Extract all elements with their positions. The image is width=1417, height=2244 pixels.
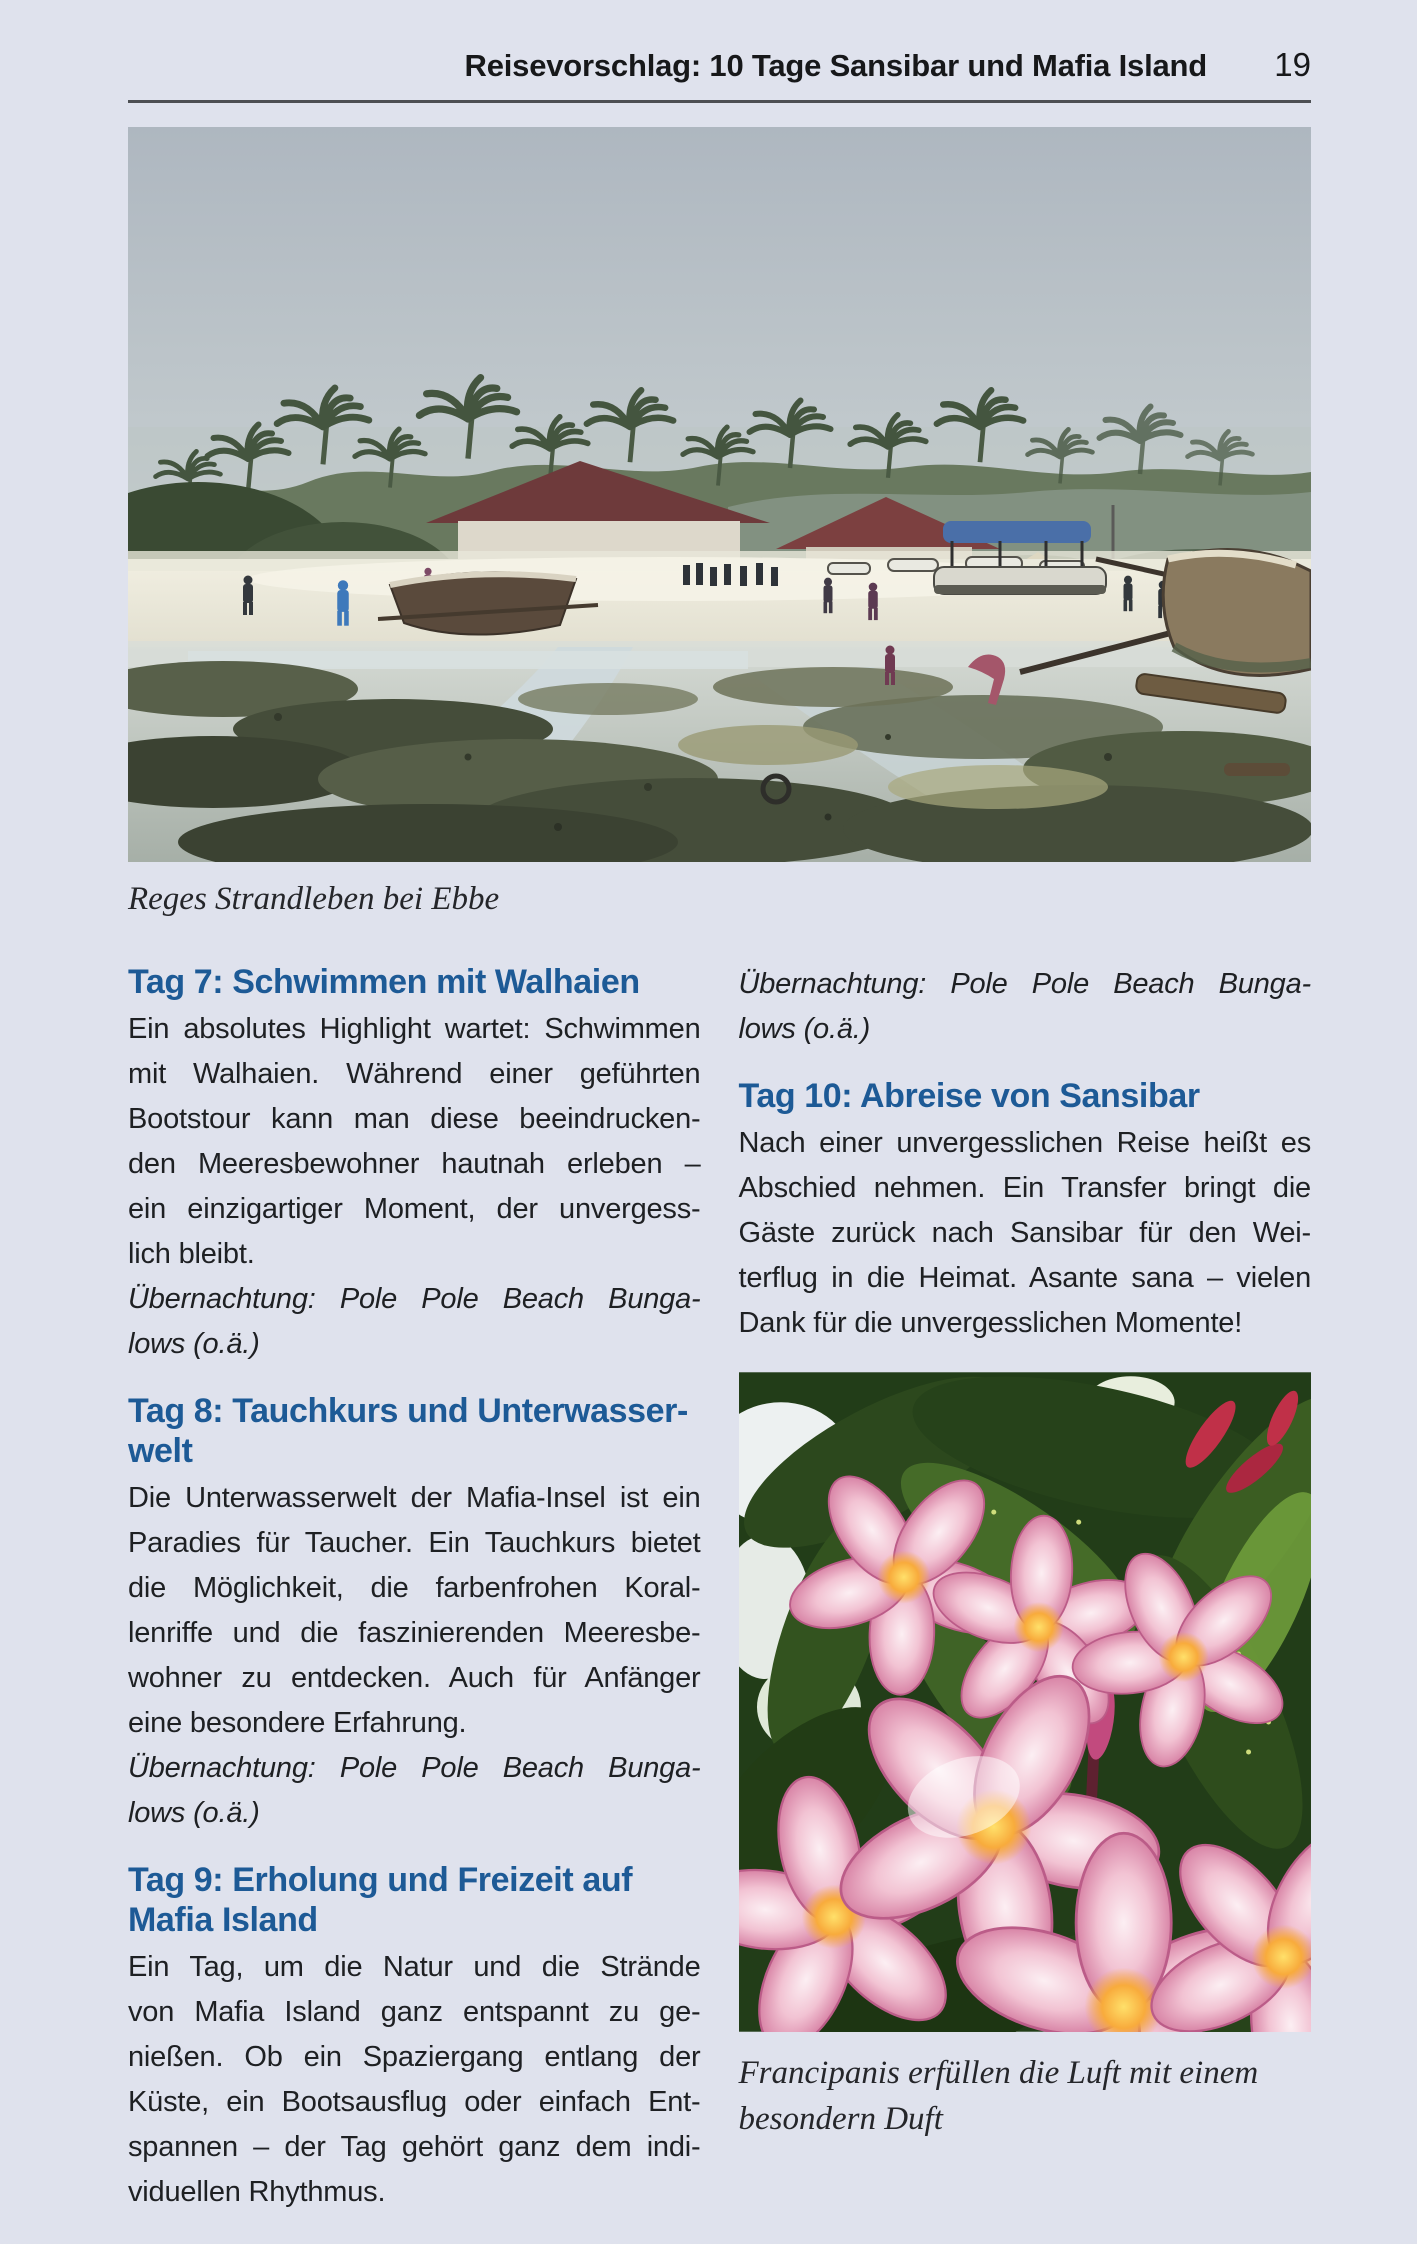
tag-9-note-note-line: lows (o.ä.)	[738, 1013, 871, 1045]
flower-caption-line: besondern Duft	[738, 2101, 943, 2137]
beach-photo-caption: Reges Strandleben bei Ebbe	[128, 881, 500, 917]
tag-7-note-line: lows (o.ä.)	[128, 1328, 260, 1360]
tag-9-note-section	[739, 962, 1312, 1052]
right-column	[739, 962, 1312, 2215]
tag-9-heading-line: Mafia Island	[128, 1901, 318, 1939]
flower-photo-figure	[739, 1372, 1312, 2142]
tag-10-heading-line: Tag 10: Abreise von Sansibar	[738, 1077, 1200, 1115]
page-header	[128, 0, 1311, 103]
right-column-text	[739, 962, 1312, 1346]
tag-9-body-line: Küste, ein Bootsausflug oder einfach Ent-	[128, 2086, 701, 2118]
tag-8-body-line: eine besondere Erfahrung.	[128, 1707, 467, 1739]
tag-9-body-line: viduellen Rhythmus.	[128, 2176, 386, 2208]
tag-10-body-line: Gäste zurück nach Sansibar für den Wei-	[738, 1217, 1311, 1249]
tag-9-section	[128, 1860, 701, 2215]
tag-7-body-line: Ein absolutes Highlight wartet: Schwimmen	[128, 1013, 701, 1045]
page-content	[128, 0, 1311, 2215]
tag-7-body-line: den Meeresbewohner hautnah erleben –	[128, 1148, 701, 1180]
tag-8-body-line: Paradies für Taucher. Ein Tauchkurs bietet	[128, 1527, 701, 1559]
tag-8-note-line: lows (o.ä.)	[128, 1797, 260, 1829]
tag-7-body-line: lich bleibt.	[128, 1238, 255, 1270]
tag-7-body-line: mit Walhaien. Während einer geführten	[128, 1058, 701, 1090]
tag-8-heading-line: welt	[128, 1432, 193, 1470]
tag-7-body-line: Bootstour kann man diese beeindrucken-	[128, 1103, 701, 1135]
tag-7-heading-line: Tag 7: Schwimmen mit Walhaien	[128, 963, 640, 1001]
tag-8-heading-line: Tag 8: Tauchkurs und Unterwasser-	[128, 1392, 688, 1430]
tag-8-body-line: die Möglichkeit, die farbenfrohen Koral-	[128, 1572, 701, 1604]
tag-8-body-line: Die Unterwasserwelt der Mafia-Insel ist ein	[128, 1482, 701, 1514]
beach-photo-figure	[128, 127, 1311, 922]
tag-8-section	[128, 1391, 701, 1836]
tag-7-body-line: ein einzigartiger Moment, der unvergess-	[128, 1193, 701, 1225]
tag-9-body-line: nießen. Ob ein Spaziergang entlang der	[128, 2041, 701, 2073]
tag-10-body-line: Nach einer unvergesslichen Reise heißt es	[738, 1127, 1311, 1159]
two-column-text	[128, 962, 1311, 2215]
beach-photo	[128, 127, 1311, 862]
tag-8-body-line: lenriffe und die faszinierenden Meeresbe-	[128, 1617, 701, 1649]
tag-7-section	[128, 962, 701, 1367]
flower-photo	[739, 1372, 1312, 2032]
running-head: Reisevorschlag: 10 Tage Sansibar und Mafia Island	[464, 48, 1207, 83]
tag-9-body-line: Ein Tag, um die Natur und die Strände	[128, 1951, 701, 1983]
page-number: 19	[1274, 46, 1311, 83]
tag-10-body-line: Dank für die unvergesslichen Momente!	[738, 1307, 1243, 1339]
tag-10-body-line: Abschied nehmen. Ein Transfer bringt die	[738, 1172, 1311, 1204]
left-column	[128, 962, 701, 2215]
tag-10-body-line: terflug in die Heimat. Asante sana – vielen	[738, 1262, 1311, 1294]
tag-9-note-note-line: Übernachtung: Pole Pole Beach Bunga-	[738, 968, 1311, 1000]
flower-caption-line: Francipanis erfüllen die Luft mit einem	[738, 2055, 1259, 2091]
tag-10-section	[739, 1076, 1312, 1346]
tag-7-note-line: Übernachtung: Pole Pole Beach Bunga-	[128, 1283, 701, 1315]
tag-9-body-line: spannen – der Tag gehört ganz dem indi-	[128, 2131, 701, 2163]
tag-8-body-line: wohner zu entdecken. Auch für Anfänger	[128, 1662, 701, 1694]
tag-9-body-line: von Mafia Island ganz entspannt zu ge-	[128, 1996, 701, 2028]
tag-9-heading-line: Tag 9: Erholung und Freizeit auf	[128, 1861, 633, 1899]
tag-8-note-line: Übernachtung: Pole Pole Beach Bunga-	[128, 1752, 701, 1784]
flower-photo-caption	[739, 2050, 1312, 2142]
